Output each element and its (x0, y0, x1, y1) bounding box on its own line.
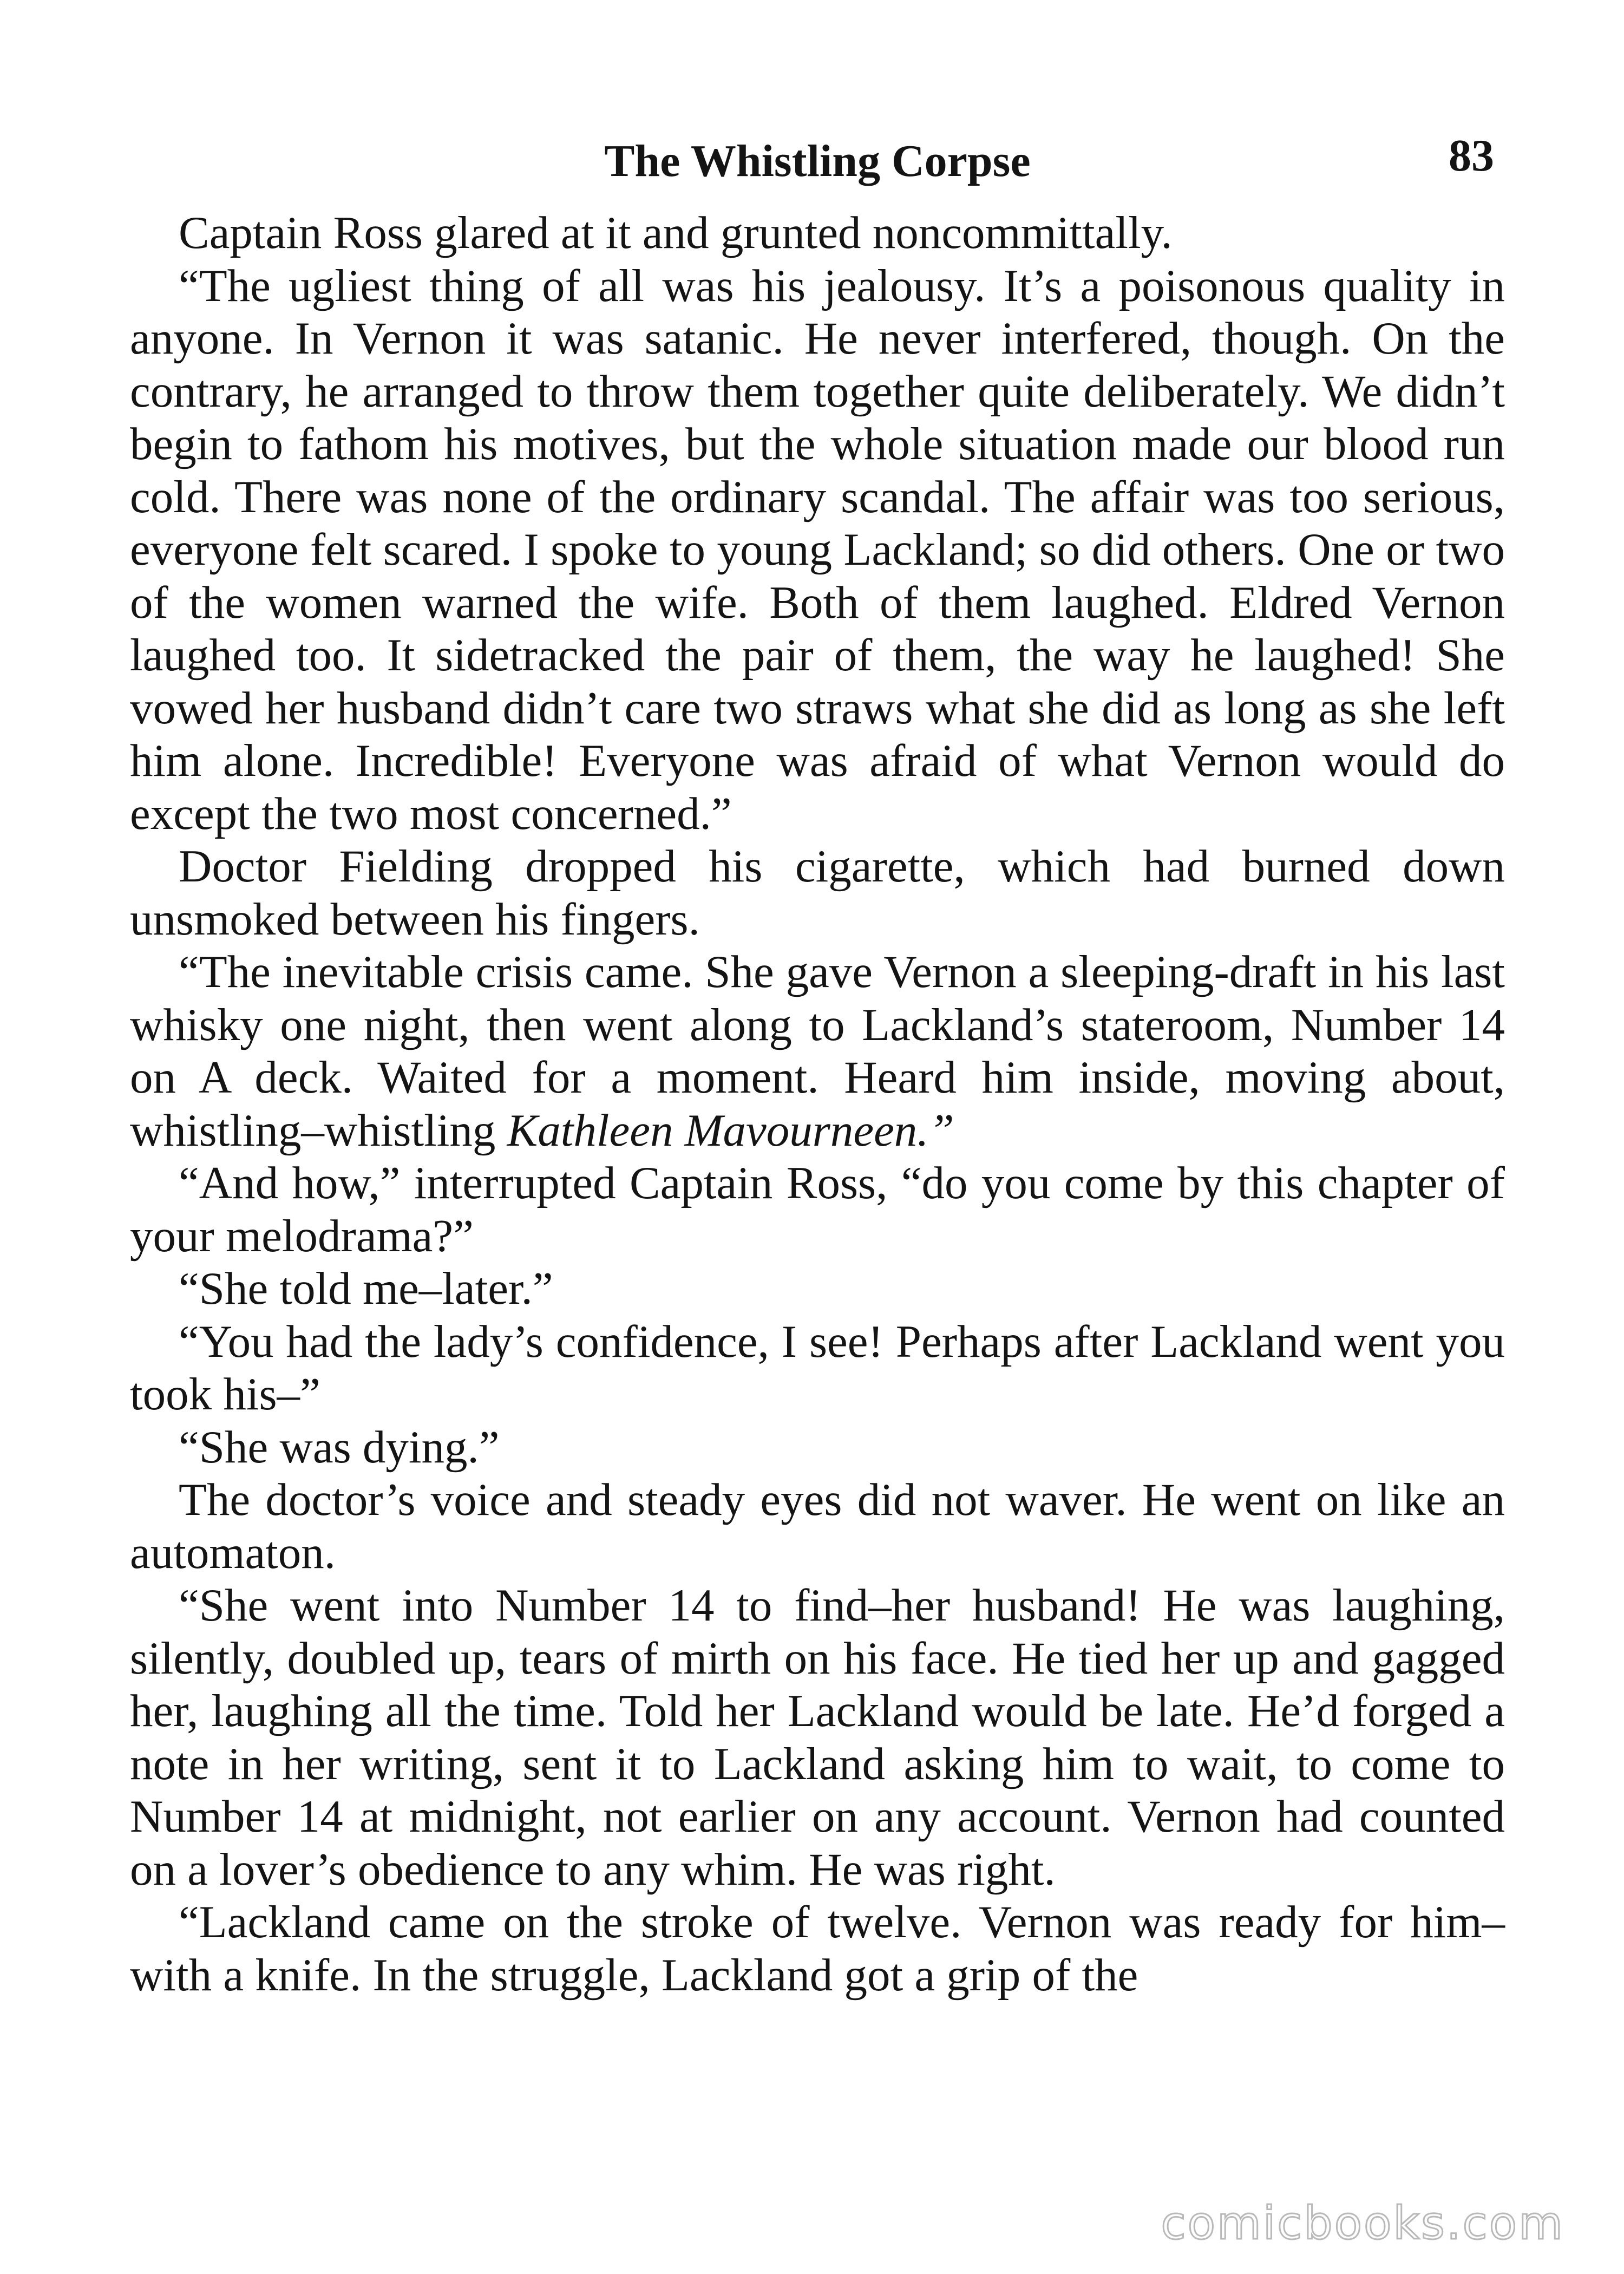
watermark: comicbooks.com (1161, 2197, 1564, 2250)
paragraph-text: “The inevitable crisis came. She gave Vernon a sleeping-draft in his last whisky one night, then went along to Lackland’s stateroom, Number 14 on A deck. Waited for a moment. Heard him inside, moving about, whistling–whistling (130, 946, 1505, 1156)
paragraph: “She told me–later.” (179, 1263, 553, 1314)
paragraph: “And how,” interrupted Captain Ross, “do you come by this chapter of your melodrama?” (130, 1158, 1505, 1262)
paragraph: “She went into Number 14 to find–her husband! He was laughing, silently, doubled up, tears of mirth on his face. He tied her up and gagged her, laughing all the time. Told her Lackland would be late. He’d forged a note in her writing, sent it to Lackland asking him to wait, to come to Number 14 at midnight, not earlier on any account. Vernon had counted on a lover’s obedience to any whim. He was right. (130, 1580, 1505, 1895)
paragraph: Captain Ross glared at it and grunted noncommittally. (179, 207, 1173, 258)
page-header (130, 123, 1505, 199)
paragraph (130, 946, 1505, 1157)
paragraph: Doctor Fielding dropped his cigarette, which had burned down unsmoked between his fingers. (130, 841, 1505, 945)
paragraph: The doctor’s voice and steady eyes did not waver. He went on like an automaton. (130, 1474, 1505, 1578)
paragraph: “You had the lady’s confidence, I see! Perhaps after Lackland went you took his–” (130, 1316, 1505, 1420)
paragraph: “The ugliest thing of all was his jealousy. It’s a poisonous quality in anyone. In Vernon it was satanic. He never interfered, though. On the contrary, he arranged to throw them together quite deliberately. We didn’t begin to fathom his motives, but the whole situation made our blood run cold. There was none of the ordinary scandal. The affair was too serious, everyone felt scared. I spoke to young Lackland; so did others. One or two of the women warned the wife. Both of them laughed. Eldred Vernon laughed too. It sidetracked the pair of them, the way he laughed! She vowed her husband didn’t care two straws what she did as long as she left him alone. Incredible! Everyone was afraid of what Vernon would do except the two most concerned.” (130, 260, 1505, 839)
song-title-italic: Kathleen Mavourneen.” (507, 1105, 954, 1156)
body-text (130, 207, 1505, 2002)
running-title: The Whistling Corpse (604, 136, 1031, 186)
paragraph: “Lackland came on the stroke of twelve. Vernon was ready for him–with a knife. In the struggle, Lackland got a grip of the (130, 1897, 1505, 2001)
page-number: 83 (1449, 130, 1494, 181)
paragraph: “She was dying.” (179, 1421, 500, 1473)
